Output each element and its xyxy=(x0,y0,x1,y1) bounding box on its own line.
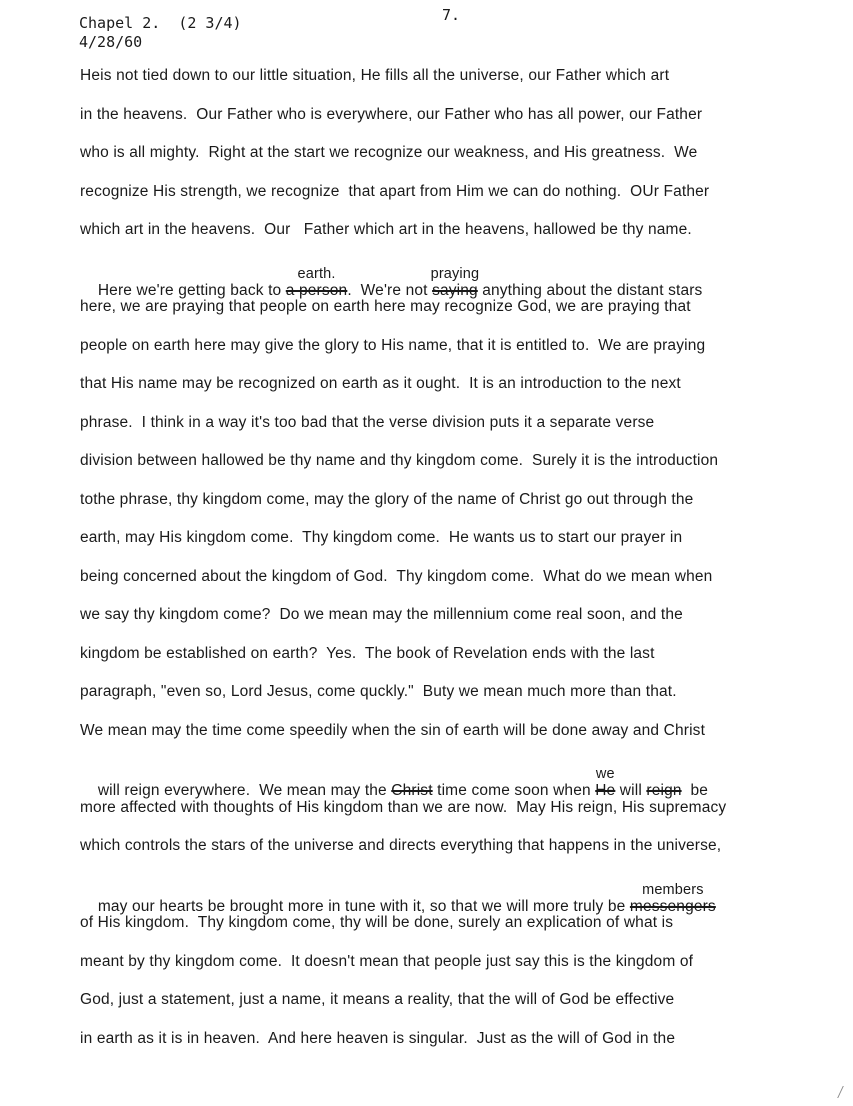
line-19-start: will reign everywhere. We mean may the xyxy=(97,782,392,799)
text-line-14: being concerned about the kingdom of God. Thy kingdom come. What do we mean when xyxy=(80,568,713,585)
text-line-12: tothe phrase, thy kingdom come, may the glory of the name of Christ go out through the xyxy=(80,491,694,508)
text-line-4: recognize His strength, we recognize that apart from Him we can do nothing. OUr Father xyxy=(80,183,710,200)
line-6-end: anything about the distant stars xyxy=(477,282,703,299)
text-line-2: in the heavens. Our Father who is everywhere, our Father who has all power, our Father xyxy=(80,106,703,123)
line-6-middle: . We're not xyxy=(347,282,433,299)
text-line-8: people on earth here may give the glory to His name, that it is entitled to. We are praying xyxy=(80,337,706,354)
line-19-middle-1: time come soon when xyxy=(432,782,596,799)
line-19-end: be xyxy=(681,782,709,799)
inserted-word-praying: praying xyxy=(430,266,480,282)
text-line-6 xyxy=(80,258,703,299)
struck-word-reign: reign xyxy=(646,782,682,799)
text-line-26: in earth as it is in heaven. And here heaven is singular. Just as the will of God in the xyxy=(80,1030,676,1047)
text-line-24: meant by thy kingdom come. It doesn't mean that people just say this is the kingdom of xyxy=(80,953,694,970)
page-number: 7. xyxy=(442,6,461,24)
text-line-18: We mean may the time come speedily when the sin of earth will be done away and Christ xyxy=(80,722,706,739)
text-line-22 xyxy=(80,874,716,915)
text-line-1: Heis not tied down to our little situation, He fills all the universe, our Father which art xyxy=(80,67,670,84)
inserted-word-we: we xyxy=(595,766,615,782)
text-line-23: of His kingdom. Thy kingdom come, thy will be done, surely an explication of what is xyxy=(80,914,674,931)
text-line-7: here, we are praying that people on earth here may recognize God, we are praying that xyxy=(80,298,691,315)
line-6-start: Here we're getting back to xyxy=(97,282,286,299)
text-line-17: paragraph, "even so, Lord Jesus, come quckly." Buty we mean much more than that. xyxy=(80,683,677,700)
line-22-start: may our hearts be brought more in tune with it, so that we will more truly be xyxy=(97,898,630,915)
text-line-16: kingdom be established on earth? Yes. The book of Revelation ends with the last xyxy=(80,645,655,662)
text-line-13: earth, may His kingdom come. Thy kingdom come. He wants us to start our prayer in xyxy=(80,529,683,546)
document-date: 4/28/60 xyxy=(79,33,143,51)
text-line-11: division between hallowed be thy name and thy kingdom come. Surely it is the introduction xyxy=(80,452,719,469)
line-19-middle-2: will xyxy=(615,782,647,799)
document-title: Chapel 2. (2 3/4) xyxy=(79,14,242,32)
text-line-10: phrase. I think in a way it's too bad that the verse division puts it a separate verse xyxy=(80,414,655,431)
text-line-20: more affected with thoughts of His kingdom than we are now. May His reign, His supremacy xyxy=(80,799,727,816)
text-line-25: God, just a statement, just a name, it means a reality, that the will of God be effective xyxy=(80,991,675,1008)
text-line-5: which art in the heavens. Our Father which art in the heavens, hallowed be thy name. xyxy=(80,221,692,238)
struck-word-saying: saying xyxy=(432,282,478,299)
text-line-9: that His name may be recognized on earth as it ought. It is an introduction to the next xyxy=(80,375,681,392)
struck-word-he: He xyxy=(595,782,616,799)
text-line-3: who is all mighty. Right at the start we recognize our weakness, and His greatness. We xyxy=(80,144,698,161)
pen-mark xyxy=(837,1086,852,1098)
text-line-21: which controls the stars of the universe and directs everything that happens in the universe, xyxy=(80,837,722,854)
inserted-word-members: members xyxy=(642,882,704,898)
text-line-15: we say thy kingdom come? Do we mean may the millennium come real soon, and the xyxy=(80,606,683,623)
text-line-19 xyxy=(80,758,709,799)
page-header xyxy=(79,14,242,52)
struck-word-a-person: a person xyxy=(285,282,348,299)
inserted-word-earth: earth. xyxy=(297,266,336,282)
struck-word-messengers: messengers xyxy=(629,898,716,915)
struck-word-christ: Christ xyxy=(391,782,433,799)
